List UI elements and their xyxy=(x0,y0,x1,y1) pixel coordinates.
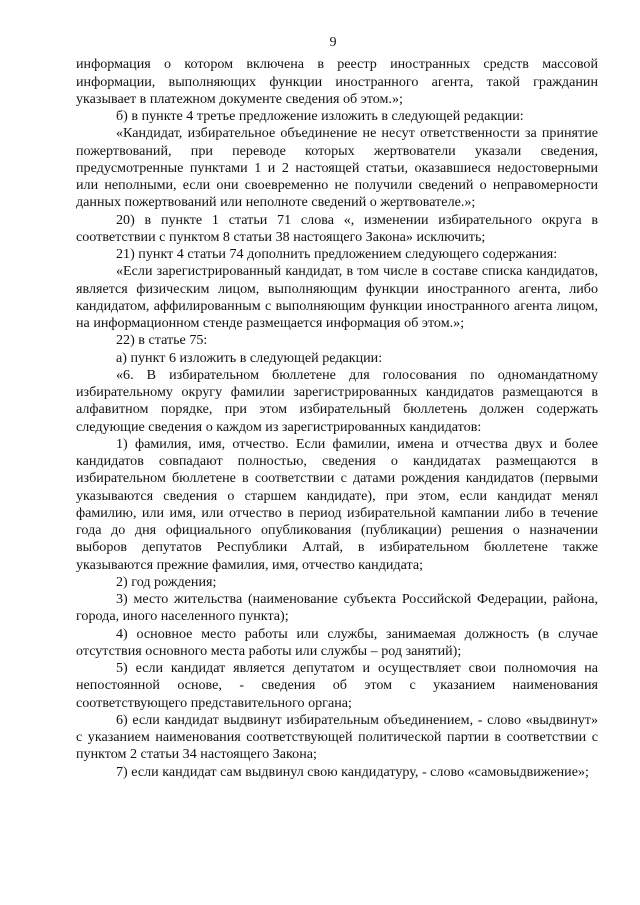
paragraph-2: б) в пункте 4 третье предложение изложить в следующей редакции: xyxy=(116,108,524,124)
paragraph-1: информация о котором включена в реестр иностранных средств массовой информации, выполняющих функции иностранного агента, такой гражданин указывает в платежном документе сведения об этом.»; xyxy=(76,56,598,107)
paragraph-6: «Если зарегистрированный кандидат, в том числе в составе списка кандидатов, является физическим лицом, выполняющим функции иностранного агента, либо кандидатом, аффилированным с выполняющим функции иностранного агента лицом, на информационном стенде размещается информация об этом.»; xyxy=(76,263,598,331)
paragraph-13: 4) основное место работы или службы, занимаемая должность (в случае отсутствия основного места работы или службы – род занятий); xyxy=(76,625,598,659)
paragraph-8: а) пункт 6 изложить в следующей редакции: xyxy=(116,349,383,366)
paragraph-14: 5) если кандидат является депутатом и осуществляет свои полномочия на непостоянной основе, - сведения об этом с указанием наименования соответствующего представительного органа; xyxy=(76,660,598,711)
paragraph-15: 6) если кандидат выдвинут избирательным объединением, - слово «выдвинут» с указанием наименования соответствующей политической партии в соответствии с пунктом 2 статьи 34 настоящего Закона; xyxy=(76,711,598,763)
paragraph-16: 7) если кандидат сам выдвинул свою кандидатуру, - слово «самовыдвижение»; xyxy=(116,763,589,780)
paragraph-5: 21) пункт 4 статьи 74 дополнить предложением следующего содержания: xyxy=(116,246,558,262)
paragraph-12: 3) место жительства (наименование субъекта Российской Федерации, района, города, иного населенного пункта); xyxy=(76,591,598,625)
paragraph-9: «6. В избирательном бюллетене для голосования по одномандатному избирательному округу фамилии зарегистрированных кандидатов размещаются в алфавитном порядке, при этом избирательный бюллетень должен содержать следующие сведения о каждом из зарегистрированных кандидатов: xyxy=(76,366,598,435)
page-number: 9 xyxy=(329,34,337,50)
paragraph-7: 22) в статье 75: xyxy=(116,332,208,349)
paragraph-4: 20) в пункте 1 статьи 71 слова «, изменении избирательного округа в соответствии с пунктом 8 статьи 38 настоящего Закона» исключить; xyxy=(76,211,598,245)
paragraph-11: 2) год рождения; xyxy=(116,573,217,590)
document-body xyxy=(76,56,598,781)
paragraph-10: 1) фамилия, имя, отчество. Если фамилии, имена и отчества двух и более кандидатов совпадают полностью, сведения о кандидатах размещаются в избирательном бюллетене в соответствии с датами рождения кандидатов (первыми указываются сведения о старшем кандидате), при этом, если кандидат менял фамилию, или имя, или отчество в период избирательной кампании либо в течение года до дня официального опубликования (публикации) решения о назначении выборов депутатов Республики Алтай, в избирательном бюллетене также указываются прежние фамилия, имя, отчество кандидата; xyxy=(76,435,598,573)
paragraph-3: «Кандидат, избирательное объединение не несут ответственности за принятие пожертвований, при переводе которых жертвователи указали сведения, предусмотренные пунктами 1 и 2 настоящей статьи, оказавшиеся недостоверными или неполными, если они своевременно не получили сведений о неправомерности данных пожертвований или неполноте сведений о жертвователе.»; xyxy=(76,125,598,211)
